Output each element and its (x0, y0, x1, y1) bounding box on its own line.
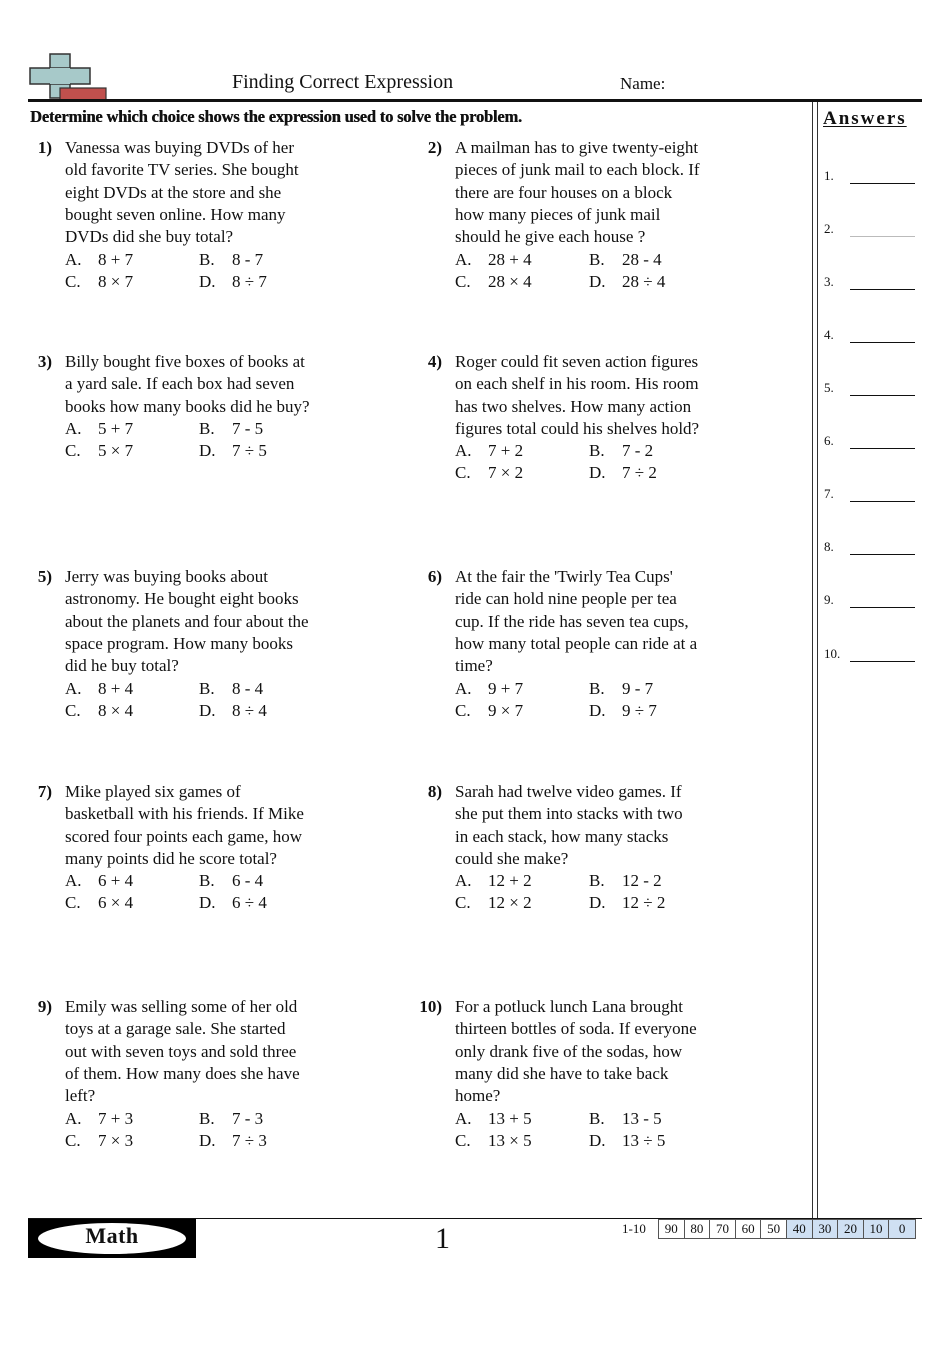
answer-options (455, 249, 785, 294)
option-letter: D. (199, 700, 216, 720)
option-a[interactable] (65, 249, 133, 271)
math-logo (28, 1219, 196, 1258)
option-row (65, 892, 395, 914)
question-number: 1) (37, 138, 52, 157)
option-expression: 7 ÷ 3 (232, 1130, 267, 1150)
option-expression: 9 - 7 (622, 678, 654, 698)
math-logo-text: Math (85, 1223, 139, 1248)
option-row (455, 892, 785, 914)
question-text: At the fair the 'Twirly Tea Cups' ride can hold nine people per tea cup. If the ride has seven tea cups, how many total people can ride at a time? (455, 567, 698, 676)
option-letter: C. (65, 893, 81, 913)
option-letter: B. (589, 249, 605, 269)
answer-number: 5. (824, 380, 834, 395)
answer-blank[interactable] (850, 554, 915, 555)
option-letter: C. (65, 700, 81, 720)
option-letter: C. (455, 893, 471, 913)
option-d[interactable] (589, 1130, 665, 1152)
answer-row (824, 646, 916, 666)
name-label: Name: (620, 74, 666, 93)
option-letter: B. (199, 678, 215, 698)
answer-row (824, 380, 916, 400)
answer-blank[interactable] (850, 661, 915, 662)
option-expression: 28 + 4 (488, 249, 532, 269)
option-d[interactable] (199, 271, 267, 293)
question-text: Jerry was buying books about astronomy. He bought eight books about the planets and four about the space program. How many books did he buy total? (65, 567, 309, 676)
option-expression: 7 - 5 (232, 418, 264, 438)
option-row (65, 1108, 395, 1130)
option-letter: B. (199, 871, 215, 891)
option-c[interactable] (455, 271, 532, 293)
option-letter: A. (455, 249, 472, 269)
option-letter: A. (65, 678, 82, 698)
answer-blank[interactable] (850, 236, 915, 237)
answer-options (455, 870, 785, 915)
answer-blank[interactable] (850, 342, 915, 343)
question-number: 5) (37, 567, 52, 586)
answer-number: 9. (824, 592, 834, 607)
question-number: 2) (427, 138, 442, 157)
option-letter: D. (589, 700, 606, 720)
option-row (65, 870, 395, 892)
option-expression: 13 × 5 (488, 1130, 532, 1150)
option-letter: D. (589, 893, 606, 913)
answer-row (824, 327, 916, 347)
option-expression: 13 + 5 (488, 1108, 532, 1128)
answer-blank[interactable] (850, 289, 915, 290)
score-range-label: 1-10 (622, 1221, 646, 1236)
option-letter: A. (65, 871, 82, 891)
question-text: Billy bought five boxes of books at a yard sale. If each box had seven books how many books did he buy? (65, 352, 310, 416)
answers-column-divider (812, 102, 813, 1218)
option-expression: 12 ÷ 2 (622, 893, 666, 913)
option-letter: A. (455, 871, 472, 891)
option-c[interactable] (65, 700, 133, 722)
option-letter: B. (589, 1108, 605, 1128)
score-cell: 60 (736, 1220, 762, 1238)
option-expression: 6 ÷ 4 (232, 893, 267, 913)
option-row (455, 462, 785, 484)
option-expression: 7 - 2 (622, 441, 654, 461)
option-row (455, 249, 785, 271)
answer-row (824, 274, 916, 294)
question-number: 9) (37, 997, 52, 1016)
question-number: 3) (37, 352, 52, 371)
option-letter: C. (455, 271, 471, 291)
option-row (455, 271, 785, 293)
option-a[interactable] (455, 678, 523, 700)
option-row (65, 700, 395, 722)
option-letter: B. (589, 441, 605, 461)
option-row (65, 418, 395, 440)
option-expression: 8 + 7 (98, 249, 134, 269)
answer-blank[interactable] (850, 607, 915, 608)
score-cell: 40 (787, 1220, 813, 1238)
option-letter: B. (589, 871, 605, 891)
option-c[interactable] (455, 462, 523, 484)
option-a[interactable] (455, 1108, 532, 1130)
answer-options (65, 418, 395, 463)
question-text: Emily was selling some of her old toys at a garage sale. She started out with seven toys and sold three of them. How many does she have left? (65, 997, 300, 1106)
option-letter: C. (65, 1130, 81, 1150)
answer-row (824, 433, 916, 453)
option-expression: 8 - 7 (232, 249, 264, 269)
worksheet-title: Finding Correct Expression (232, 71, 454, 93)
option-expression: 7 + 3 (98, 1108, 134, 1128)
option-a[interactable] (455, 249, 532, 271)
answer-blank[interactable] (850, 183, 915, 184)
answer-number: 6. (824, 433, 834, 448)
header-rule (28, 99, 922, 102)
option-c[interactable] (65, 892, 133, 914)
option-letter: D. (199, 271, 216, 291)
option-letter: A. (455, 441, 472, 461)
answer-options (65, 870, 395, 915)
option-expression: 7 ÷ 5 (232, 441, 267, 461)
question-number: 6) (427, 567, 442, 586)
option-letter: C. (65, 271, 81, 291)
option-row (455, 678, 785, 700)
option-letter: A. (65, 1108, 82, 1128)
question-number: 4) (427, 352, 442, 371)
option-letter: A. (65, 249, 82, 269)
option-expression: 7 + 2 (488, 441, 524, 461)
score-cell: 30 (813, 1220, 839, 1238)
option-a[interactable] (65, 678, 133, 700)
answer-row (824, 592, 916, 612)
score-cell: 80 (685, 1220, 711, 1238)
score-cell: 0 (889, 1220, 915, 1238)
option-b[interactable] (199, 870, 263, 892)
option-expression: 28 × 4 (488, 271, 532, 291)
option-row (65, 271, 395, 293)
option-a[interactable] (65, 418, 133, 440)
option-letter: D. (589, 271, 606, 291)
option-c[interactable] (65, 440, 133, 462)
answer-row (824, 486, 916, 506)
option-a[interactable] (455, 870, 532, 892)
option-b[interactable] (199, 1108, 263, 1130)
answer-blank[interactable] (850, 448, 915, 449)
question-text: Vanessa was buying DVDs of her old favorite TV series. She bought eight DVDs at the store and she bought seven online. How many DVDs did she buy total? (65, 138, 299, 247)
option-c[interactable] (65, 271, 133, 293)
option-expression: 7 - 3 (232, 1108, 264, 1128)
option-letter: D. (199, 1130, 216, 1150)
option-d[interactable] (199, 1130, 267, 1152)
option-expression: 13 ÷ 5 (622, 1130, 666, 1150)
option-d[interactable] (199, 892, 267, 914)
option-expression: 8 × 4 (98, 700, 134, 720)
answer-number: 7. (824, 486, 834, 501)
option-d[interactable] (589, 700, 657, 722)
option-expression: 12 × 2 (488, 893, 532, 913)
option-a[interactable] (65, 1108, 133, 1130)
question-text: For a potluck lunch Lana brought thirteen bottles of soda. If everyone only drank five of the sodas, how many did she have to take back home? (455, 997, 697, 1106)
answer-number: 2. (824, 221, 834, 236)
option-expression: 8 + 4 (98, 678, 134, 698)
option-b[interactable] (199, 418, 263, 440)
answer-blank[interactable] (850, 395, 915, 396)
question-text: A mailman has to give twenty-eight pieces of junk mail to each block. If there are four houses on a block how many pieces of junk mail should he give each house ? (455, 138, 700, 247)
option-b[interactable] (199, 678, 263, 700)
option-letter: D. (199, 893, 216, 913)
option-expression: 7 ÷ 2 (622, 463, 657, 483)
option-c[interactable] (455, 1130, 532, 1152)
option-expression: 12 - 2 (622, 871, 662, 891)
question-number: 8) (427, 782, 442, 801)
option-row (65, 249, 395, 271)
option-expression: 6 + 4 (98, 871, 134, 891)
score-cell: 10 (864, 1220, 890, 1238)
option-b[interactable] (589, 1108, 662, 1130)
option-row (455, 440, 785, 462)
option-row (455, 700, 785, 722)
option-row (455, 870, 785, 892)
option-a[interactable] (455, 440, 523, 462)
answer-number: 8. (824, 539, 834, 554)
option-letter: B. (199, 1108, 215, 1128)
option-expression: 9 + 7 (488, 678, 524, 698)
option-letter: B. (199, 418, 215, 438)
answer-options (455, 440, 785, 485)
option-letter: D. (199, 441, 216, 461)
answers-column-divider (817, 102, 818, 1218)
answer-options (65, 249, 395, 294)
option-letter: A. (65, 418, 82, 438)
instructions: Determine which choice shows the expression used to solve the problem. (30, 107, 522, 126)
answer-row (824, 221, 916, 241)
option-expression: 5 × 7 (98, 441, 134, 461)
answer-options (65, 678, 395, 723)
question-number: 7) (37, 782, 52, 801)
answer-blank[interactable] (850, 501, 915, 502)
option-letter: C. (65, 441, 81, 461)
option-letter: A. (455, 678, 472, 698)
option-c[interactable] (455, 700, 523, 722)
score-cell: 50 (761, 1220, 787, 1238)
option-b[interactable] (589, 440, 653, 462)
answer-number: 10. (824, 646, 841, 661)
option-letter: C. (455, 1130, 471, 1150)
score-cell: 70 (710, 1220, 736, 1238)
option-expression: 13 - 5 (622, 1108, 662, 1128)
option-letter: C. (455, 700, 471, 720)
score-table (658, 1219, 916, 1239)
option-letter: B. (199, 249, 215, 269)
question-text: Mike played six games of basketball with his friends. If Mike scored four points each game, how many points did he score total? (65, 782, 304, 868)
question-text: Sarah had twelve video games. If she put them into stacks with two in each stack, how many stacks could she make? (455, 782, 683, 868)
option-row (455, 1130, 785, 1152)
option-expression: 7 × 3 (98, 1130, 134, 1150)
score-cell: 90 (659, 1220, 685, 1238)
answer-row (824, 168, 916, 188)
option-c[interactable] (65, 1130, 133, 1152)
option-expression: 8 - 4 (232, 678, 264, 698)
option-row (455, 1108, 785, 1130)
option-expression: 7 × 2 (488, 463, 524, 483)
answer-number: 4. (824, 327, 834, 342)
option-d[interactable] (199, 440, 267, 462)
option-letter: D. (589, 463, 606, 483)
option-b[interactable] (589, 249, 662, 271)
option-letter: B. (589, 678, 605, 698)
option-expression: 8 × 7 (98, 271, 134, 291)
option-expression: 28 - 4 (622, 249, 662, 269)
option-row (65, 1130, 395, 1152)
option-expression: 5 + 7 (98, 418, 134, 438)
option-b[interactable] (199, 249, 263, 271)
answer-options (455, 678, 785, 723)
answer-number: 1. (824, 168, 834, 183)
option-expression: 6 - 4 (232, 871, 264, 891)
option-letter: D. (589, 1130, 606, 1150)
option-b[interactable] (589, 678, 653, 700)
option-d[interactable] (589, 271, 665, 293)
option-b[interactable] (589, 870, 662, 892)
option-expression: 8 ÷ 7 (232, 271, 267, 291)
option-expression: 8 ÷ 4 (232, 700, 267, 720)
answer-row (824, 539, 916, 559)
option-row (65, 678, 395, 700)
option-a[interactable] (65, 870, 133, 892)
option-row (65, 440, 395, 462)
option-d[interactable] (589, 892, 665, 914)
answers-heading: Answers (823, 108, 907, 129)
answer-options (65, 1108, 395, 1153)
option-letter: A. (455, 1108, 472, 1128)
plus-cross-logo-icon (28, 52, 108, 102)
option-expression: 12 + 2 (488, 871, 532, 891)
page-number: 1 (435, 1222, 450, 1255)
option-expression: 28 ÷ 4 (622, 271, 666, 291)
option-expression: 9 ÷ 7 (622, 700, 657, 720)
question-text: Roger could fit seven action figures on each shelf in his room. His room has two shelves. How many action figures total could his shelves hold? (455, 352, 700, 438)
option-d[interactable] (199, 700, 267, 722)
score-cell: 20 (838, 1220, 864, 1238)
option-expression: 6 × 4 (98, 893, 134, 913)
option-letter: C. (455, 463, 471, 483)
question-number: 10) (419, 997, 442, 1016)
option-d[interactable] (589, 462, 657, 484)
answer-number: 3. (824, 274, 834, 289)
option-expression: 9 × 7 (488, 700, 524, 720)
answer-options (455, 1108, 785, 1153)
option-c[interactable] (455, 892, 532, 914)
